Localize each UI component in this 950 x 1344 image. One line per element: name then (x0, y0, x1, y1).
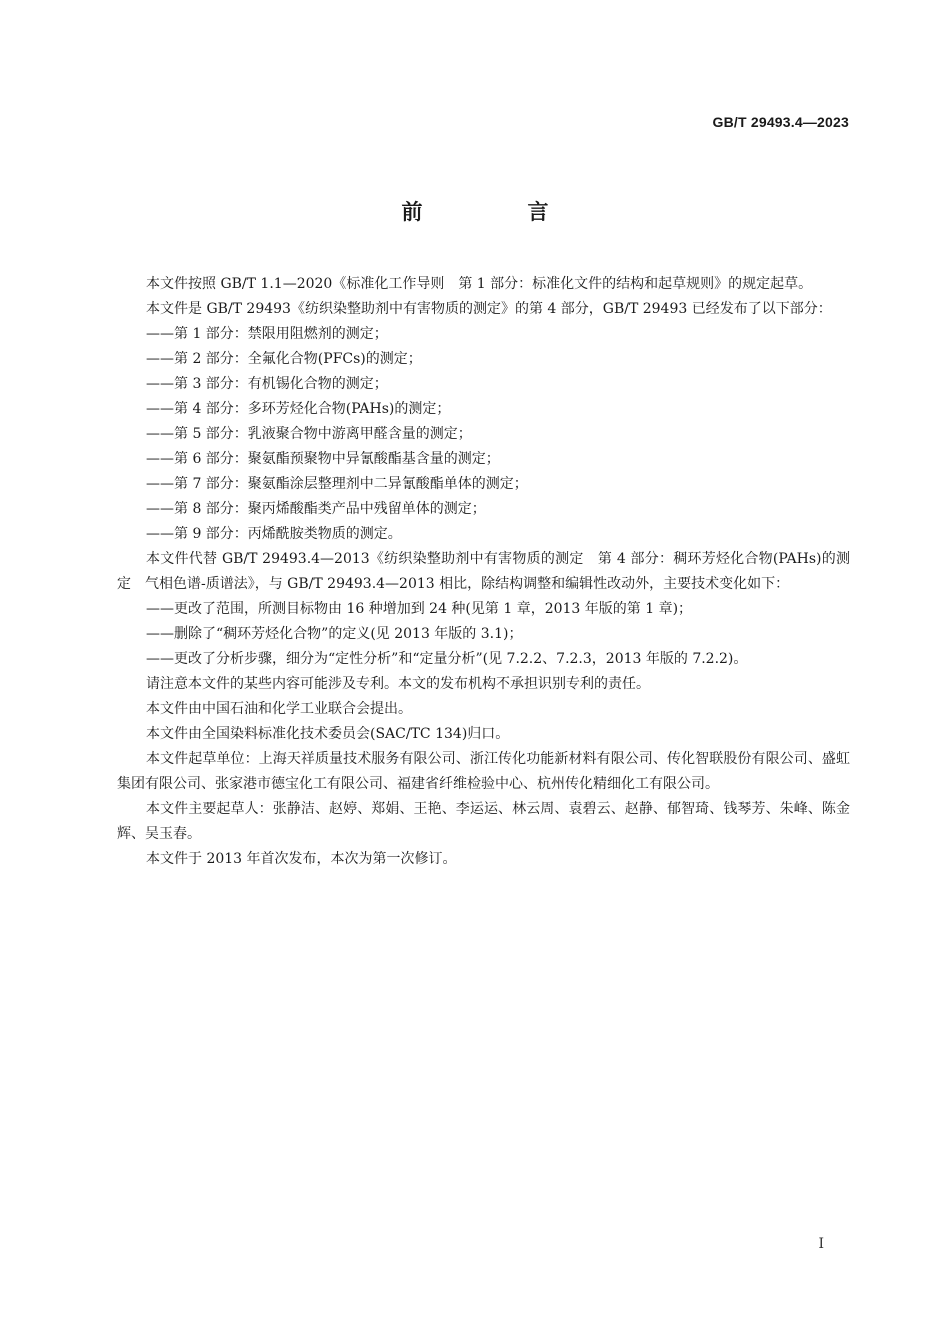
list-item: ——第 5 部分：乳液聚合物中游离甲醛含量的测定； (146, 426, 472, 442)
paragraph: 本文件代替 GB/T 29493.4—2013《纺织染整助剂中有害物质的测定 第 4 部分：稠环芳烃化合物(PAHs)的测定 气相色谱-质谱法》，与 GB/T 29493.4—2013 相比，除结构调整和编辑性改动外，主要技术变化如下： (117, 551, 850, 592)
paragraph: 请注意本文件的某些内容可能涉及专利。本文的发布机构不承担识别专利的责任。 (146, 676, 650, 692)
paragraph: 本文件起草单位：上海天祥质量技术服务有限公司、浙江传化功能新材料有限公司、传化智联股份有限公司、盛虹集团有限公司、张家港市德宝化工有限公司、福建省纤维检验中心、杭州传化精细化工有限公司。 (117, 751, 850, 792)
page-title: 前 言 (401, 200, 591, 224)
list-item: ——删除了“稠环芳烃化合物”的定义(见 2013 年版的 3.1)； (146, 626, 523, 642)
list-item: ——更改了范围，所测目标物由 16 种增加到 24 种(见第 1 章，2013 年版的第 1 章)； (146, 601, 693, 617)
paragraph: 本文件由全国染料标准化技术委员会(SAC/TC 134)归口。 (146, 726, 510, 742)
list-item: ——第 9 部分：丙烯酰胺类物质的测定。 (146, 526, 402, 542)
page-number: I (818, 1236, 824, 1252)
paragraph: 本文件主要起草人：张静洁、赵婷、郑娟、王艳、李运运、林云周、袁碧云、赵静、郁智琦、钱琴芳、朱峰、陈金辉、吴玉春。 (117, 801, 850, 842)
list-item: ——第 1 部分：禁限用阻燃剂的测定； (146, 326, 388, 342)
document-body (117, 272, 850, 872)
list-item: ——第 2 部分：全氟化合物(PFCs)的测定； (146, 351, 422, 367)
paragraph: 本文件于 2013 年首次发布，本次为第一次修订。 (146, 851, 457, 867)
list-item: ——更改了分析步骤，细分为“定性分析”和“定量分析”(见 7.2.2、7.2.3，2013 年版的 7.2.2)。 (146, 651, 748, 667)
paragraph: 本文件是 GB/T 29493《纺织染整助剂中有害物质的测定》的第 4 部分，GB/T 29493 已经发布了以下部分： (146, 301, 832, 317)
list-item: ——第 3 部分：有机锡化合物的测定； (146, 376, 388, 392)
paragraph: 本文件按照 GB/T 1.1—2020《标准化工作导则 第 1 部分：标准化文件的结构和起草规则》的规定起草。 (146, 276, 813, 292)
standard-code: GB/T 29493.4—2023 (712, 114, 849, 130)
list-item: ——第 8 部分：聚丙烯酸酯类产品中残留单体的测定； (146, 501, 486, 517)
list-item: ——第 4 部分：多环芳烃化合物(PAHs)的测定； (146, 401, 451, 417)
list-item: ——第 6 部分：聚氨酯预聚物中异氰酸酯基含量的测定； (146, 451, 500, 467)
list-item: ——第 7 部分：聚氨酯涂层整理剂中二异氰酸酯单体的测定； (146, 476, 528, 492)
paragraph: 本文件由中国石油和化学工业联合会提出。 (146, 701, 412, 717)
